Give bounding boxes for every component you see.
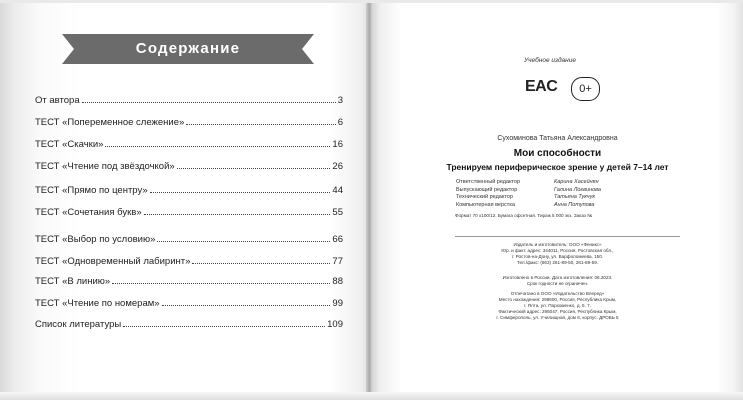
contents-title: Содержание bbox=[135, 40, 241, 57]
staff-name: Татьяна Тукчук bbox=[554, 194, 595, 200]
toc-entry-label: Список литературы bbox=[35, 319, 122, 330]
book-author: Сухоминова Татьяна Александровна bbox=[497, 135, 618, 142]
toc-entry-page: 6 bbox=[337, 117, 343, 128]
printer-info bbox=[372, 291, 743, 321]
manufacture-info bbox=[372, 275, 743, 287]
toc-leader-dots bbox=[192, 262, 330, 264]
toc-entry-label: ТЕСТ «В линию» bbox=[35, 276, 111, 287]
staff-role: Выпускающий редактор bbox=[456, 186, 518, 193]
toc-entry bbox=[35, 202, 343, 218]
toc-entry-label: ТЕСТ «Одновременный лабиринт» bbox=[35, 256, 191, 267]
printer-line: г. Симферополь, ул. Училищная, дом 6, корпус. ДРОБЬ 5 bbox=[496, 315, 619, 320]
toc-leader-dots bbox=[105, 145, 330, 147]
toc-leader-dots bbox=[82, 101, 336, 103]
toc-entry-page: 66 bbox=[332, 234, 343, 245]
toc-leader-dots bbox=[112, 282, 330, 284]
toc-leader-dots bbox=[177, 167, 331, 169]
staff-name: Анна Потупова bbox=[554, 201, 595, 208]
eac-conformity-mark: EAC bbox=[525, 78, 558, 95]
toc-entry bbox=[35, 314, 343, 330]
printer-line: г. Ялта, ул. Пархоменко, д. 5, 7. bbox=[523, 303, 591, 308]
toc-entry bbox=[35, 156, 343, 172]
staff-roles bbox=[456, 179, 520, 209]
toc-entry-label: ТЕСТ «Сочетания букв» bbox=[35, 207, 142, 218]
staff-role: Технический редактор bbox=[456, 194, 513, 200]
toc-entry bbox=[35, 180, 343, 196]
toc-entry-page: 44 bbox=[332, 185, 343, 196]
toc-entry-page: 88 bbox=[332, 276, 343, 287]
toc-leader-dots bbox=[162, 304, 331, 306]
publisher-info bbox=[372, 242, 743, 266]
publisher-line: Тел./факс: (863) 261-89-50, 261-89-59. bbox=[516, 260, 599, 265]
toc-entry-label: От автора bbox=[35, 95, 80, 106]
publisher-line: Издатель и изготовитель: ООО «Феникс» bbox=[513, 242, 602, 247]
toc-entry-label: ТЕСТ «Чтение по номерам» bbox=[35, 298, 160, 309]
toc-entry-page: 3 bbox=[337, 95, 343, 106]
toc-entry-label: ТЕСТ «Прямо по центру» bbox=[35, 185, 148, 196]
toc-entry bbox=[35, 112, 343, 128]
toc-entry bbox=[35, 271, 343, 287]
toc-entry-label: ТЕСТ «Попеременное слежение» bbox=[35, 117, 185, 128]
printer-line: Фактический адрес: 295047, Россия, Республика Крым, bbox=[498, 309, 617, 314]
toc-leader-dots bbox=[123, 325, 325, 327]
publisher-line: Юр. и факт. адрес: 344011, Россия, Ростовская обл., bbox=[501, 248, 614, 253]
toc-entry-page: 16 bbox=[332, 139, 343, 150]
toc-entry-page: 99 bbox=[332, 298, 343, 309]
staff-name: Карина Хасейнян bbox=[554, 179, 599, 185]
staff-names bbox=[554, 179, 601, 209]
imprint-divider bbox=[455, 236, 680, 237]
toc-entry-page: 26 bbox=[332, 161, 343, 172]
printer-line: Отпечатано в ООО «Издательство Вперед» bbox=[510, 291, 605, 296]
book-title: Мои способности bbox=[513, 148, 602, 159]
format-line: Формат 70 х100/12. Бумага офсетная. Тираж 5 000 экз. Заказ № bbox=[455, 213, 593, 218]
toc-entry-page: 55 bbox=[332, 207, 343, 218]
contents-ribbon bbox=[62, 34, 314, 64]
book-bottom-edge bbox=[0, 392, 743, 400]
toc-entry bbox=[35, 293, 343, 309]
toc-entry bbox=[35, 229, 343, 245]
toc-leader-dots bbox=[186, 123, 335, 125]
toc-entry-page: 77 bbox=[332, 256, 343, 267]
staff-role: Компьютерная верстка bbox=[456, 201, 515, 208]
toc-entry-label: ТЕСТ «Выбор по условию» bbox=[35, 234, 156, 245]
toc-leader-dots bbox=[144, 213, 331, 215]
staff-role: Ответственный редактор bbox=[456, 179, 521, 185]
toc-entry bbox=[35, 251, 343, 267]
edition-type: Учебное издание bbox=[524, 57, 576, 64]
printer-line: Место нахождения: 298600, Россия, Республика Крым, bbox=[498, 297, 617, 302]
toc-entry-label: ТЕСТ «Скачки» bbox=[35, 139, 104, 150]
manufacture-line: Срок годности не ограничен. bbox=[526, 281, 589, 286]
staff-name: Галина Логвинова bbox=[554, 186, 601, 193]
book-spine bbox=[366, 0, 372, 400]
book-subtitle: Тренируем периферическое зрение у детей 7–14 лет bbox=[446, 162, 669, 172]
toc-entry bbox=[35, 134, 343, 150]
toc-entry-label: ТЕСТ «Чтение под звёздочкой» bbox=[35, 161, 175, 172]
toc-leader-dots bbox=[157, 240, 330, 242]
age-rating-badge: 0+ bbox=[571, 77, 600, 101]
toc-entry bbox=[35, 90, 343, 106]
toc-entry-page: 109 bbox=[327, 319, 343, 330]
publisher-line: г. Ростов-на-Дону, ул. Варфоломеева, 150. bbox=[511, 254, 604, 259]
toc-leader-dots bbox=[150, 191, 331, 193]
book-top-edge bbox=[0, 0, 743, 3]
manufacture-line: Изготовлено в России. Дата изготовления: 06.2023. bbox=[502, 275, 613, 280]
